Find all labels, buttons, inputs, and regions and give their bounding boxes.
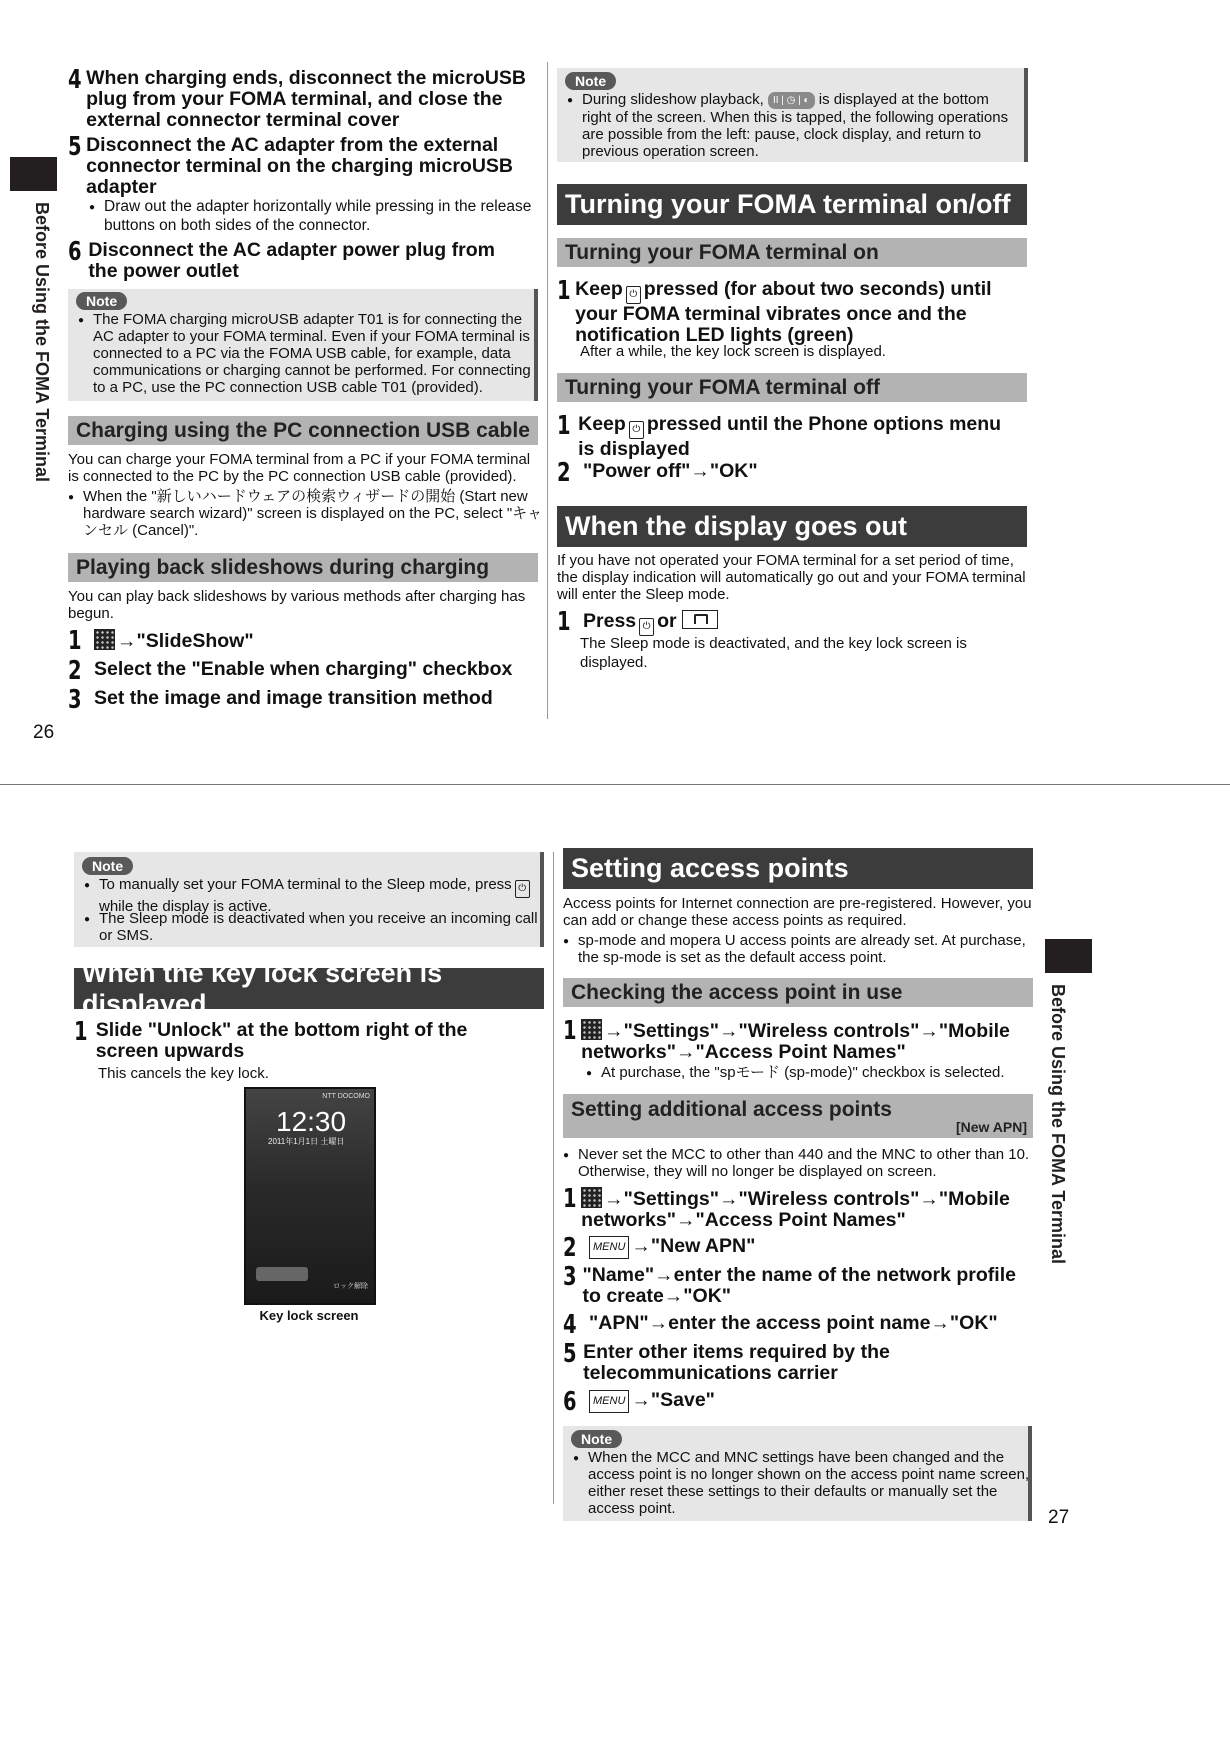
- section-heading-text: Setting additional access points: [571, 1098, 892, 1121]
- bullet-item: ● Never set the MCC to other than 440 and the MNC to other than 10. Otherwise, they will no longer be displayed on screen.: [563, 1146, 1038, 1180]
- column-rule: [547, 62, 548, 719]
- section-heading: Turning your FOMA terminal off: [557, 373, 1027, 402]
- step-add-5: [563, 1339, 1023, 1384]
- page-divider: [0, 784, 1230, 785]
- body-text: If you have not operated your FOMA terminal for a set period of time, the display indication will automatically go out and your FOMA terminal will enter the Sleep mode.: [557, 552, 1026, 603]
- step-6: [68, 237, 528, 282]
- step-slideshow-3: [68, 685, 528, 715]
- column-rule: [553, 852, 554, 1504]
- section-heading: [563, 1094, 1033, 1138]
- step-text: When charging ends, disconnect the microUSB plug from your FOMA terminal, and close the external connector terminal cover: [86, 67, 526, 131]
- bullet-item: ● When the "新しいハードウェアの検索ウィザードの開始 (Start new hardware search wizard)" screen is displayed on the PC, select "キャンセル (Cancel)".: [68, 488, 545, 539]
- side-tab-block: [1045, 939, 1092, 973]
- carrier-label: NTT DOCOMO: [322, 1093, 370, 1100]
- page-number: 26: [33, 722, 55, 743]
- page-number: 27: [1048, 1507, 1070, 1528]
- step-text-or: or: [657, 610, 677, 632]
- step-number: 1: [557, 276, 571, 306]
- note-text: ● The FOMA charging microUSB adapter T01 is for connecting the AC adapter to your FOMA terminal. Even if your FOMA terminal is connected to a PC via the FOMA USB cable, for example, data communications or charging cannot be performed. For connecting to a PC, use the PC connection USB cable T01 (provided).: [78, 311, 543, 396]
- step-off-2: [557, 458, 1017, 488]
- clock-date: 2011年1月1日 土曜日: [268, 1137, 345, 1146]
- step-on-1: [557, 276, 1017, 346]
- step-text-b: pressed until the Phone options menu is displayed: [578, 413, 1002, 460]
- step-text: →"Settings"→"Wireless controls"→"Mobile networks"→"Access Point Names": [581, 1188, 1010, 1231]
- note-text-b: while the display is active.: [99, 898, 272, 915]
- body-text: Access points for Internet connection are pre-registered. However, you can add or change these access points as required.: [563, 895, 1032, 929]
- menu-key-icon: MENU: [589, 1390, 629, 1413]
- slideshow-control-icon: II | ◷ | ◐: [768, 92, 815, 109]
- step-number: 2: [563, 1233, 577, 1263]
- clock-time: 12:30: [276, 1106, 347, 1137]
- sound-toggle: [256, 1267, 308, 1281]
- step-text: Disconnect the AC adapter from the external connector terminal on the charging microUSB adapter: [86, 134, 513, 198]
- step-number: 4: [68, 65, 82, 95]
- step-text: →"SlideShow": [117, 630, 254, 652]
- note-text: ● When the MCC and MNC settings have been changed and the access point is no longer shown on the access point name screen, either reset these settings to their defaults or manually set the access point.: [573, 1449, 1036, 1517]
- note-box: [74, 852, 544, 947]
- power-key-icon: ⏻: [515, 880, 530, 898]
- unlock-label: ロック解除: [333, 1283, 368, 1290]
- step-text: Disconnect the AC adapter power plug from the power outlet: [88, 239, 495, 282]
- app-menu-icon: [581, 1019, 602, 1040]
- section-heading: Checking the access point in use: [563, 978, 1033, 1007]
- step-text: "Power off"→"OK": [583, 460, 758, 482]
- chapter-heading: Setting access points: [563, 848, 1033, 889]
- step-display-1: [557, 607, 1017, 637]
- note-text: ● The Sleep mode is deactivated when you receive an incoming call or SMS.: [84, 910, 549, 944]
- step-add-4: [563, 1310, 1023, 1340]
- side-section-label: Before Using the FOMA Terminal: [32, 202, 52, 483]
- section-tag: [New APN]: [955, 1119, 1027, 1135]
- step-text: Slide "Unlock" at the bottom right of the screen upwards: [95, 1019, 468, 1062]
- step-slideshow-2: [68, 656, 528, 686]
- side-section-label: Before Using the FOMA Terminal: [1048, 984, 1068, 1265]
- step-text: "Name"→enter the name of the network profile to create→"OK": [582, 1264, 1016, 1307]
- step-number: 5: [563, 1339, 577, 1369]
- step-number: 1: [68, 626, 82, 656]
- step-5: [68, 132, 528, 198]
- step-keylock-1: [74, 1017, 534, 1062]
- power-key-icon: ⏻: [639, 618, 654, 636]
- step-number: 5: [68, 132, 82, 162]
- note-text: [567, 91, 1022, 160]
- step-number: 2: [68, 656, 82, 686]
- step-text-b: pressed (for about two seconds) until your FOMA terminal vibrates once and the notification LED lights (green): [575, 278, 992, 346]
- step-number: 6: [563, 1387, 577, 1417]
- step-text: Set the image and image transition method: [94, 687, 493, 709]
- step-add-3: [563, 1262, 1023, 1307]
- step-text: Select the "Enable when charging" checkbox: [94, 658, 513, 680]
- step-number: 1: [557, 607, 571, 637]
- section-heading: Turning your FOMA terminal on: [557, 238, 1027, 267]
- body-text: You can charge your FOMA terminal from a PC if your FOMA terminal is connected to the PC by the PC connection USB cable (provided).: [68, 451, 531, 485]
- step-text: "APN"→enter the access point name→"OK": [589, 1312, 998, 1334]
- step-number: 2: [557, 458, 571, 488]
- step-text: →"Save": [631, 1389, 715, 1411]
- step-number: 1: [74, 1017, 88, 1047]
- step-slideshow-1: [68, 626, 528, 656]
- power-key-icon: ⏻: [629, 421, 644, 439]
- note-text-a: To manually set your FOMA terminal to the Sleep mode, press: [99, 876, 512, 893]
- note-text-b: is displayed at the bottom right of the screen. When this is tapped, the following operations are possible from the left: pause, clock display, and return to previous operation screen.: [582, 91, 1009, 160]
- note-box: [68, 289, 538, 401]
- bullet-item: ● Draw out the adapter horizontally while pressing in the release buttons on both sides of the connector.: [89, 197, 544, 235]
- step-number: 1: [563, 1184, 577, 1214]
- app-menu-icon: [581, 1187, 602, 1208]
- bullet-item: ● At purchase, the "spモード (sp-mode)" checkbox is selected.: [586, 1063, 1041, 1082]
- home-key-icon: [682, 610, 718, 629]
- side-tab-block: [10, 157, 57, 191]
- note-text-a: During slideshow playback,: [582, 91, 764, 108]
- step-number: 3: [563, 1262, 577, 1292]
- note-badge: Note: [76, 292, 127, 310]
- image-caption: Key lock screen: [259, 1308, 359, 1323]
- step-add-1: [563, 1184, 1023, 1231]
- step-text: →"New APN": [631, 1235, 756, 1257]
- menu-key-icon: MENU: [589, 1236, 629, 1259]
- step-number: 4: [563, 1310, 577, 1340]
- step-add-6: [563, 1387, 1023, 1417]
- step-add-2: [563, 1233, 1023, 1263]
- note-box: [557, 68, 1028, 162]
- body-text: After a while, the key lock screen is displayed.: [580, 343, 886, 360]
- step-off-1: [557, 411, 1017, 460]
- note-badge: Note: [82, 857, 133, 875]
- chapter-heading: When the display goes out: [557, 506, 1027, 547]
- app-menu-icon: [94, 629, 115, 650]
- key-lock-screenshot: [244, 1087, 376, 1305]
- step-text-a: Press: [583, 610, 637, 632]
- step-text: →"Settings"→"Wireless controls"→"Mobile networks"→"Access Point Names": [581, 1020, 1010, 1063]
- step-text-a: Keep: [575, 278, 623, 300]
- note-badge: Note: [571, 1430, 622, 1448]
- step-4: [68, 65, 528, 131]
- note-badge: Note: [565, 72, 616, 90]
- section-heading: Playing back slideshows during charging: [68, 553, 538, 582]
- section-heading: Charging using the PC connection USB cable: [68, 416, 538, 445]
- step-check-1: [563, 1016, 1023, 1063]
- bullet-item: ● sp-mode and mopera U access points are already set. At purchase, the sp-mode is set as the default access point.: [563, 932, 1038, 966]
- body-text: The Sleep mode is deactivated, and the key lock screen is displayed.: [580, 635, 967, 671]
- body-text: You can play back slideshows by various methods after charging has begun.: [68, 588, 526, 622]
- step-number: 1: [563, 1016, 577, 1046]
- step-text: Enter other items required by the telecommunications carrier: [583, 1341, 890, 1384]
- power-key-icon: ⏻: [626, 286, 641, 304]
- step-number: 1: [557, 411, 571, 441]
- step-number: 3: [68, 685, 82, 715]
- note-box: [563, 1426, 1032, 1521]
- chapter-heading: Turning your FOMA terminal on/off: [557, 184, 1027, 225]
- step-number: 6: [68, 237, 82, 267]
- chapter-heading: When the key lock screen is displayed: [74, 968, 544, 1009]
- body-text: This cancels the key lock.: [98, 1065, 269, 1082]
- step-text-a: Keep: [578, 413, 626, 435]
